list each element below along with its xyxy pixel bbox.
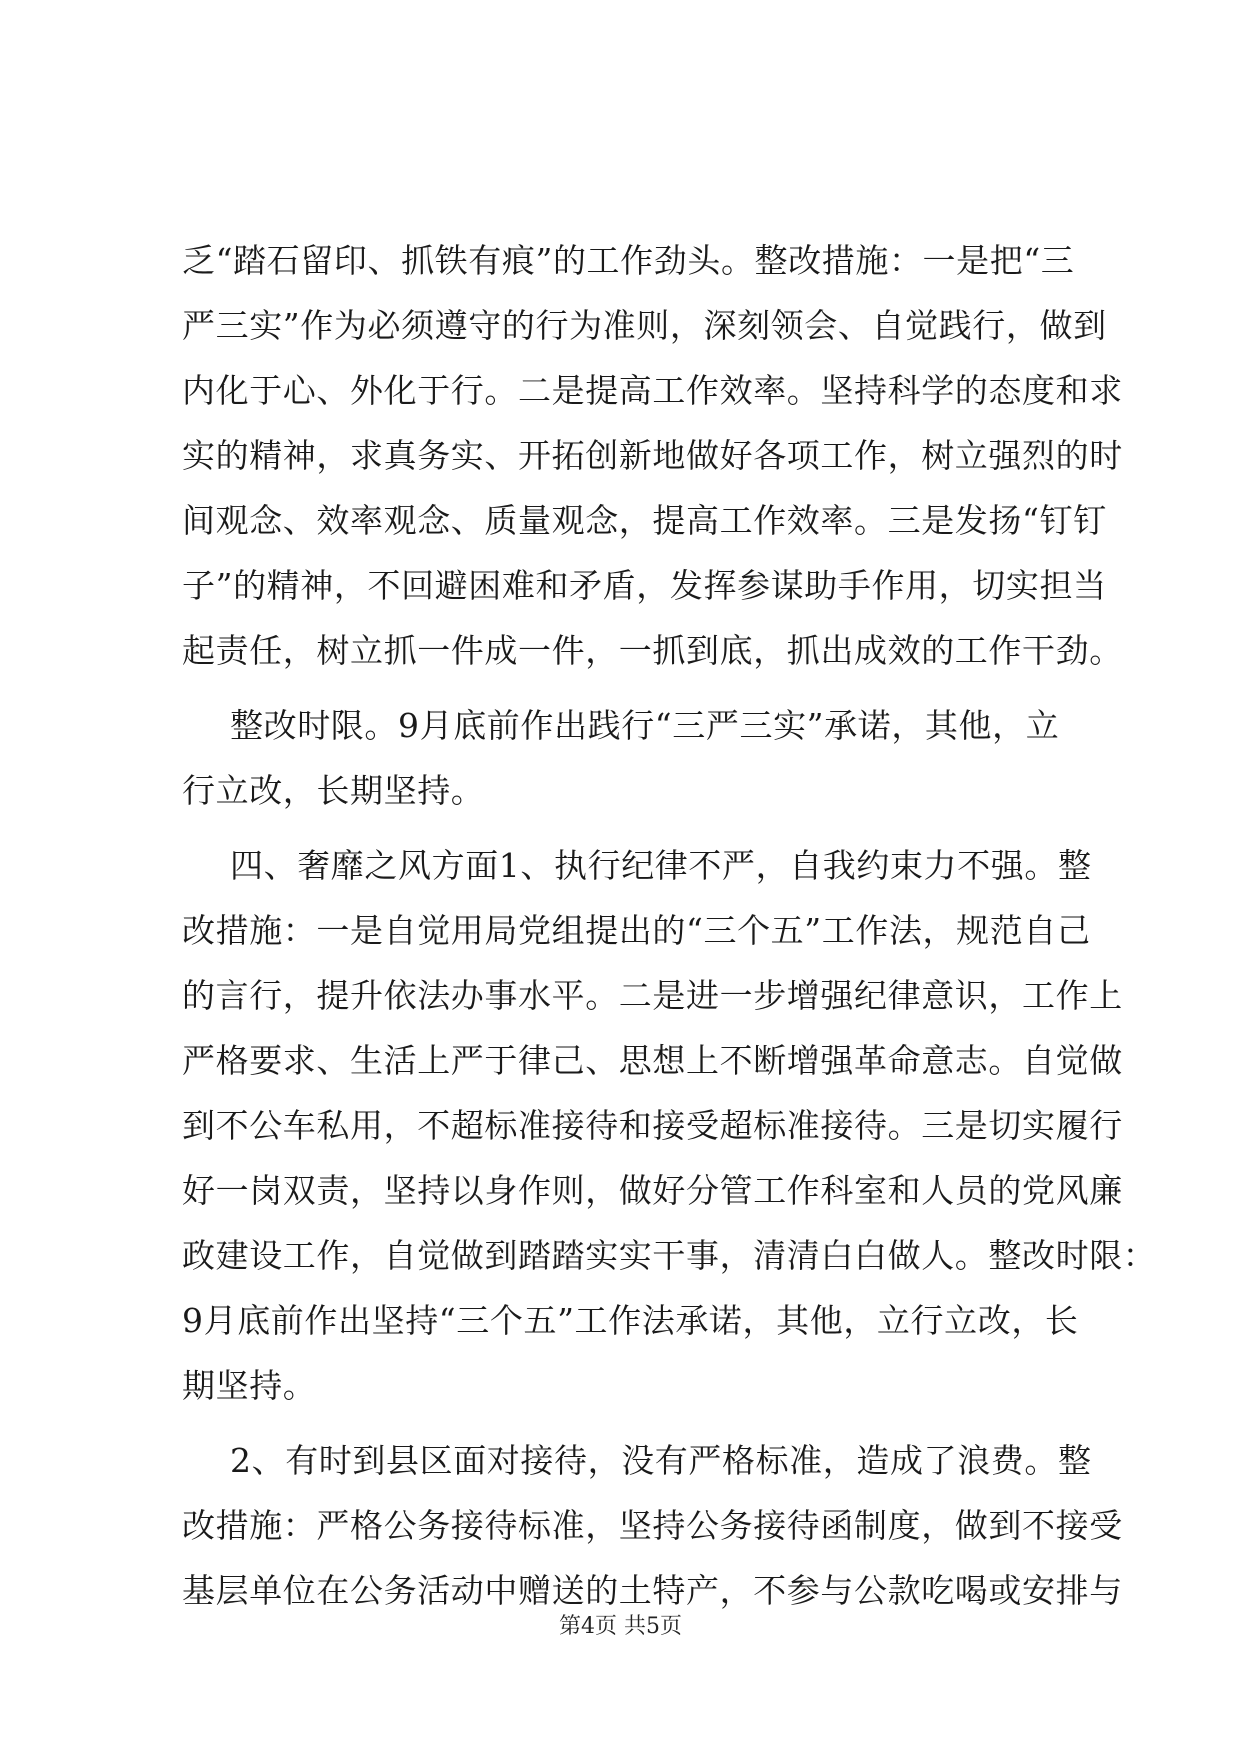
text-line: 子”的精神，不回避困难和矛盾，发挥参谋助手作用，切实担当 xyxy=(182,566,1107,605)
text-line: 严格要求、生活上严于律己、思想上不断增强革命意志。自觉做 xyxy=(182,1041,1123,1080)
text-line: 的言行，提升依法办事水平。二是进一步增强纪律意识，工作上 xyxy=(182,976,1123,1015)
text-line: 严三实”作为必须遵守的行为准则，深刻领会、自觉践行，做到 xyxy=(182,306,1107,345)
text-line: 乏“踏石留印、抓铁有痕”的工作劲头。整改措施：一是把“三 xyxy=(182,241,1075,280)
text-line: 改措施：严格公务接待标准，坚持公务接待函制度，做到不接受 xyxy=(182,1506,1123,1545)
text-line: 好一岗双责，坚持以身作则，做好分管工作科室和人员的党风廉 xyxy=(182,1171,1123,1210)
text-line: 四、奢靡之风方面1、执行纪律不严，自我约束力不强。整 xyxy=(230,846,1092,885)
text-line: 9月底前作出坚持“三个五”工作法承诺，其他，立行立改，长 xyxy=(182,1301,1079,1340)
text-line: 基层单位在公务活动中赠送的土特产，不参与公款吃喝或安排与 xyxy=(182,1571,1123,1610)
text-line: 到不公车私用，不超标准接待和接受超标准接待。三是切实履行 xyxy=(182,1106,1123,1145)
text-line: 起责任，树立抓一件成一件，一抓到底，抓出成效的工作干劲。 xyxy=(182,631,1123,670)
text-line: 实的精神，求真务实、开拓创新地做好各项工作，树立强烈的时 xyxy=(182,436,1123,475)
text-line: 政建设工作，自觉做到踏踏实实干事，清清白白做人。整改时限： xyxy=(182,1236,1157,1275)
page-number-footer: 第4页 共5页 xyxy=(559,1614,682,1639)
text-line: 改措施：一是自觉用局党组提出的“三个五”工作法，规范自己 xyxy=(182,911,1091,950)
document-body xyxy=(182,228,1157,1623)
text-line: 整改时限。9月底前作出践行“三严三实”承诺，其他，立 xyxy=(230,706,1060,745)
text-line: 间观念、效率观念、质量观念，提高工作效率。三是发扬“钉钉 xyxy=(182,501,1107,540)
text-line: 内化于心、外化于行。二是提高工作效率。坚持科学的态度和求 xyxy=(182,371,1123,410)
text-line: 2、有时到县区面对接待，没有严格标准，造成了浪费。整 xyxy=(230,1441,1092,1480)
text-line: 期坚持。 xyxy=(182,1366,317,1405)
text-line: 行立改，长期坚持。 xyxy=(182,771,485,810)
